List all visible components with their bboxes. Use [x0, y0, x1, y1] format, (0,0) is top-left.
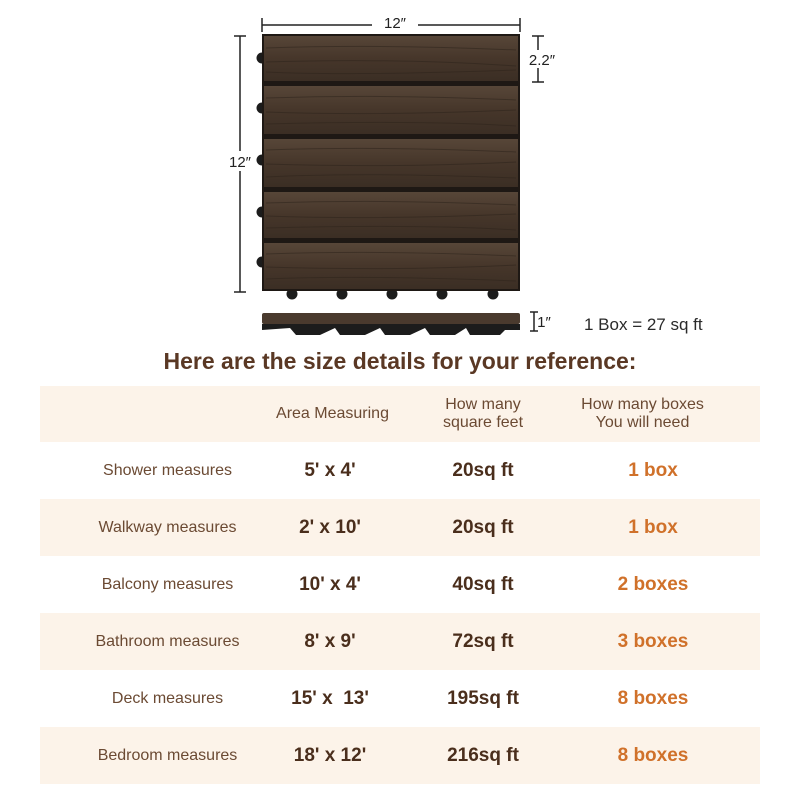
square-feet-value: 20sq ft	[452, 459, 514, 481]
area-dimensions: 10' x 4'	[299, 573, 361, 595]
deck-tile-side-profile	[262, 313, 520, 335]
plank-2	[264, 86, 518, 134]
table-row	[40, 613, 760, 670]
room-label: Bathroom measures	[95, 632, 240, 650]
square-feet-value: 195sq ft	[447, 687, 519, 709]
width-label: 12″	[384, 15, 406, 32]
height-label: 12″	[229, 154, 251, 171]
size-details-table	[40, 386, 760, 784]
deck-tile-illustration	[0, 0, 800, 345]
header-area-measuring: Area Measuring	[276, 405, 389, 422]
boxes-needed-value: 8 boxes	[617, 687, 689, 709]
room-label: Balcony measures	[101, 575, 234, 593]
area-dimensions: 8' x 9'	[304, 630, 356, 652]
header-boxes-needed: How many boxes You will need	[581, 396, 704, 431]
table-row	[40, 556, 760, 613]
room-label: Walkway measures	[98, 518, 237, 536]
room-label: Deck measures	[111, 689, 224, 707]
table-row	[40, 670, 760, 727]
square-feet-value: 72sq ft	[452, 630, 514, 652]
square-feet-value: 216sq ft	[447, 744, 519, 766]
area-dimensions: 2' x 10'	[299, 516, 361, 538]
boxes-needed-value: 2 boxes	[617, 573, 689, 595]
boxes-needed-value: 1 box	[628, 516, 678, 538]
table-header-row	[40, 386, 760, 442]
header-square-feet: How many square feet	[442, 396, 524, 431]
area-dimensions: 15' x 13'	[291, 687, 369, 709]
boxes-needed-value: 1 box	[628, 459, 678, 481]
room-label: Shower measures	[103, 461, 232, 479]
square-feet-value: 40sq ft	[452, 573, 514, 595]
box-coverage-note: 1 Box = 27 sq ft	[584, 315, 703, 334]
table-row	[40, 727, 760, 784]
table-row	[40, 442, 760, 499]
area-dimensions: 5' x 4'	[304, 459, 356, 481]
room-label: Bedroom measures	[97, 746, 238, 764]
square-feet-value: 20sq ft	[452, 516, 514, 538]
plank-width-label: 2.2″	[528, 52, 556, 69]
area-dimensions: 18' x 12'	[293, 744, 367, 766]
page-title: Here are the size details for your reference:	[163, 348, 637, 374]
plank-1	[264, 36, 518, 81]
table-row	[40, 499, 760, 556]
boxes-needed-value: 8 boxes	[617, 744, 689, 766]
plank-3	[264, 139, 518, 187]
deck-tile-top-view	[262, 34, 520, 291]
boxes-needed-value: 3 boxes	[617, 630, 689, 652]
thickness-label: 1″	[537, 314, 551, 331]
plank-5	[264, 243, 518, 289]
